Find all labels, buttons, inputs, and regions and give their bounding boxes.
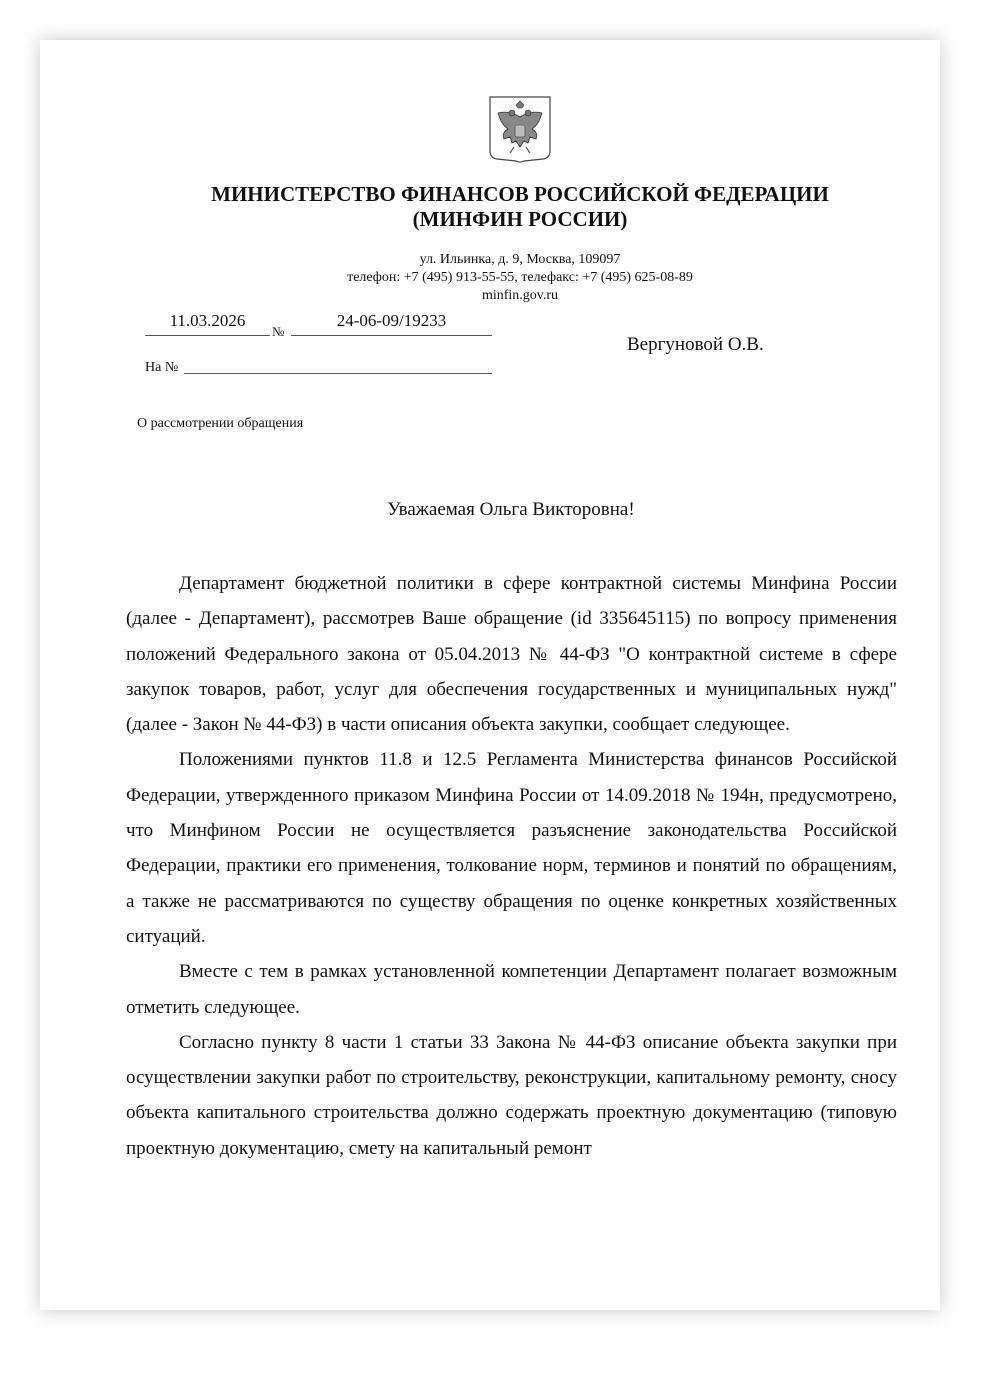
subject: О рассмотрении обращения <box>137 416 304 431</box>
coat-of-arms-icon <box>488 95 552 165</box>
registration-number-label: № <box>272 324 285 339</box>
address: ул. Ильинка, д. 9, Москва, 109097 <box>419 252 621 267</box>
ministry-name-line1: МИНИСТЕРСТВО ФИНАНСОВ РОССИЙСКОЙ ФЕДЕРАЦИИ <box>211 182 829 206</box>
phone-fax: телефон: +7 (495) 913-55-55, телефакс: +7 (495) 625-08-89 <box>347 270 693 285</box>
registration-date: 11.03.2026 <box>145 311 270 336</box>
paragraph: Вместе с тем в рамках установленной компетенции Департамент полагает возможным отметить следующее. <box>126 961 897 1018</box>
greeting: Уважаемая Ольга Викторовна! <box>387 499 635 520</box>
registration-number: 24-06-09/19233 <box>291 311 492 336</box>
reference-label: На № <box>145 360 179 375</box>
reference-line <box>184 373 492 374</box>
recipient: Вергуновой О.В. <box>627 334 764 355</box>
website: minfin.gov.ru <box>481 288 559 303</box>
ministry-name-line2: (МИНФИН РОССИИ) <box>412 207 628 231</box>
paragraph: Положениями пунктов 11.8 и 12.5 Регламента Министерства финансов Российской Федерации, утвержденного приказом Минфина России от 14.09.2018 № 194н, предусмотрено, что Минфином России не осуществляется разъяснение законодательства Российской Федерации, практики его применения, толкование норм, терминов и понятий по обращениям, а также не рассматриваются по существу обращения по оценке конкретных хозяйственных ситуаций. <box>126 749 897 947</box>
letter-body <box>126 566 897 1166</box>
paragraph: Департамент бюджетной политики в сфере контрактной системы Минфина России (далее - Департамент), рассмотрев Ваше обращение (id 335645115) по вопросу применения положений Федерального закона от 05.04.2013 № 44-ФЗ "О контрактной системе в сфере закупок товаров, работ, услуг для обеспечения государственных и муниципальных нужд" (далее - Закон № 44-ФЗ) в части описания объекта закупки, сообщает следующее. <box>126 573 897 736</box>
paragraph: Согласно пункту 8 части 1 статьи 33 Закона № 44-ФЗ описание объекта закупки при осуществлении закупки работ по строительству, реконструкции, капитальному ремонту, сносу объекта капитального строительства должно содержать проектную документацию (типовую проектную документацию, смету на капитальный ремонт <box>126 1031 897 1159</box>
ministry-name <box>40 182 1000 232</box>
ministry-contacts <box>120 251 920 305</box>
